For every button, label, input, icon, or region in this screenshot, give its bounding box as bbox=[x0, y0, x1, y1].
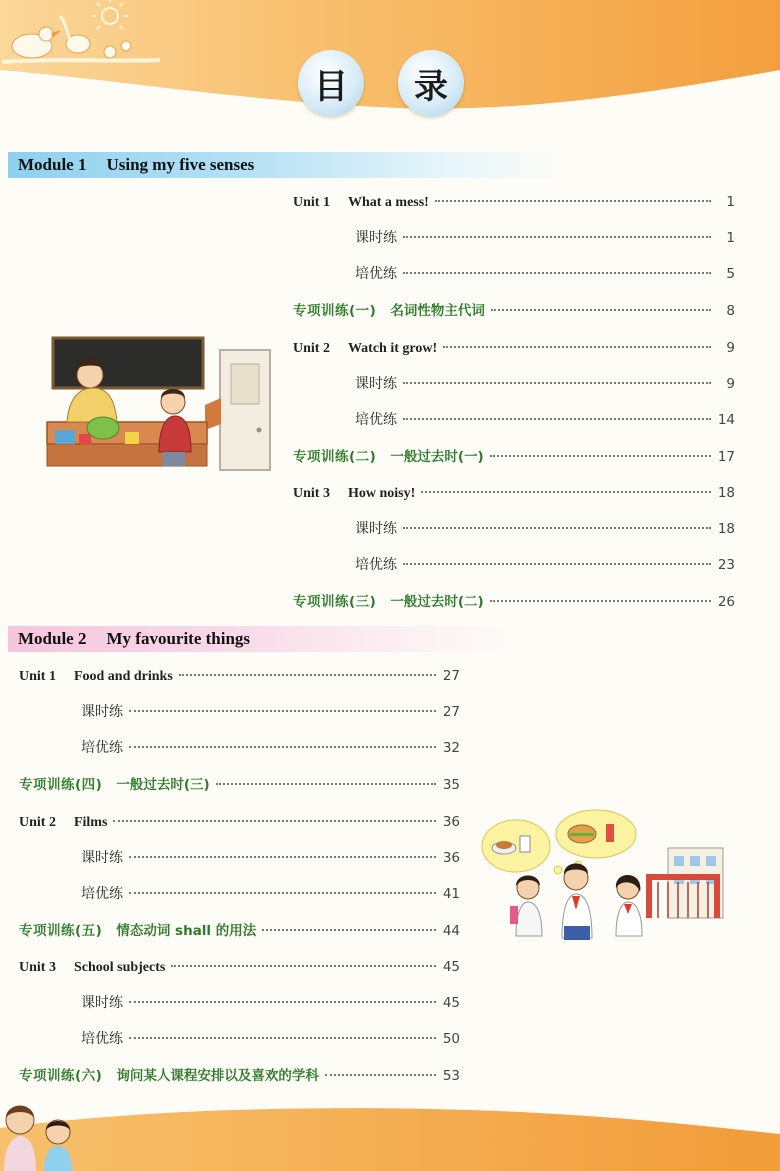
special-label: 专项训练(二) bbox=[293, 449, 377, 465]
module-title: My favourite things bbox=[106, 629, 251, 648]
page-number: 45 bbox=[442, 995, 460, 1011]
dot-leader bbox=[443, 334, 711, 348]
toc-entry-m1-special-3[interactable] bbox=[293, 591, 735, 613]
sub-label: 课时练 bbox=[81, 995, 123, 1011]
unit-number: Unit 2 bbox=[19, 815, 56, 830]
toc-entry-m2-unit1[interactable] bbox=[19, 665, 460, 687]
sub-label: 课时练 bbox=[355, 230, 397, 246]
page-number: 26 bbox=[717, 594, 735, 610]
toc-entry-m2-u1-lesson[interactable] bbox=[81, 701, 460, 723]
toc-entry-m1-unit2[interactable] bbox=[293, 337, 735, 359]
sub-label: 课时练 bbox=[355, 521, 397, 537]
dot-leader bbox=[490, 588, 711, 602]
dot-leader bbox=[491, 297, 711, 311]
page-number: 17 bbox=[717, 449, 735, 465]
classroom-illustration bbox=[45, 330, 275, 475]
special-label: 专项训练(三) bbox=[293, 594, 377, 610]
unit-number: Unit 3 bbox=[293, 486, 330, 501]
dot-leader bbox=[403, 551, 711, 565]
page-number: 14 bbox=[717, 412, 735, 428]
unit-title: Films bbox=[73, 815, 108, 830]
toc-entry-m2-u3-lesson[interactable] bbox=[81, 992, 460, 1014]
toc-entry-m2-special-6[interactable] bbox=[19, 1065, 460, 1087]
toc-entry-m1-u2-lesson[interactable] bbox=[355, 373, 735, 395]
toc-entry-m2-u2-advanced[interactable] bbox=[81, 883, 460, 905]
unit-number: Unit 2 bbox=[293, 341, 330, 356]
toc-entry-m2-special-5[interactable] bbox=[19, 920, 460, 942]
unit-number: Unit 1 bbox=[293, 195, 330, 210]
unit-title: How noisy! bbox=[347, 486, 416, 501]
footer-band bbox=[0, 1098, 780, 1171]
sub-label: 培优练 bbox=[355, 412, 397, 428]
module-title: Using my five senses bbox=[106, 155, 255, 174]
toc-entry-m1-special-1[interactable] bbox=[293, 300, 735, 322]
header-band bbox=[0, 0, 780, 150]
dot-leader bbox=[171, 953, 436, 967]
page-number: 18 bbox=[717, 485, 735, 501]
dot-leader bbox=[490, 443, 711, 457]
module-number: Module 2 bbox=[18, 629, 87, 648]
special-label: 专项训练(四) bbox=[19, 777, 103, 793]
toc-entry-m1-u1-advanced[interactable] bbox=[355, 263, 735, 285]
toc-entry-m2-unit3[interactable] bbox=[19, 956, 460, 978]
page-number: 45 bbox=[442, 959, 460, 975]
toc-entry-m1-u1-lesson[interactable] bbox=[355, 227, 735, 249]
page-number: 9 bbox=[726, 340, 735, 356]
dot-leader bbox=[403, 515, 711, 529]
unit-title: School subjects bbox=[73, 960, 166, 975]
dot-leader bbox=[129, 844, 436, 858]
special-topic: 名词性物主代词 bbox=[390, 303, 485, 319]
toc-entry-m1-u3-lesson[interactable] bbox=[355, 518, 735, 540]
toc-entry-m2-u1-advanced[interactable] bbox=[81, 737, 460, 759]
dot-leader bbox=[113, 808, 436, 822]
special-topic: 一般过去时(一) bbox=[390, 449, 484, 465]
module-2-header bbox=[8, 626, 528, 652]
page-number: 9 bbox=[726, 376, 735, 392]
dot-leader bbox=[129, 989, 436, 1003]
special-topic: 一般过去时(三) bbox=[116, 777, 210, 793]
toc-entry-m2-unit2[interactable] bbox=[19, 811, 460, 833]
toc-entry-m1-special-2[interactable] bbox=[293, 446, 735, 468]
page-number: 5 bbox=[726, 266, 735, 282]
dot-leader bbox=[403, 260, 711, 274]
toc-entry-m2-u3-advanced[interactable] bbox=[81, 1028, 460, 1050]
page-number: 23 bbox=[717, 557, 735, 573]
page-number: 1 bbox=[726, 194, 735, 210]
page-number: 53 bbox=[442, 1068, 460, 1084]
unit-number: Unit 1 bbox=[19, 669, 56, 684]
special-label: 专项训练(一) bbox=[293, 303, 377, 319]
page-number: 18 bbox=[717, 521, 735, 537]
special-topic: 一般过去时(二) bbox=[390, 594, 484, 610]
module-number: Module 1 bbox=[18, 155, 87, 174]
dot-leader bbox=[262, 917, 436, 931]
special-label: 专项训练(六) bbox=[19, 1068, 103, 1084]
dot-leader bbox=[435, 188, 711, 202]
page-number: 1 bbox=[726, 230, 735, 246]
toc-entry-m1-u3-advanced[interactable] bbox=[355, 554, 735, 576]
kids-school-illustration bbox=[478, 808, 728, 953]
toc-entry-m2-special-4[interactable] bbox=[19, 774, 460, 796]
page-number: 44 bbox=[442, 923, 460, 939]
dot-leader bbox=[403, 406, 711, 420]
dot-leader bbox=[129, 1025, 436, 1039]
page-number: 41 bbox=[442, 886, 460, 902]
page-number: 36 bbox=[442, 814, 460, 830]
dot-leader bbox=[403, 224, 711, 238]
dot-leader bbox=[129, 880, 436, 894]
title-char-1: 目 bbox=[298, 50, 364, 116]
toc-entry-m1-unit1[interactable] bbox=[293, 191, 735, 213]
special-label: 专项训练(五) bbox=[19, 923, 103, 939]
dot-leader bbox=[179, 662, 436, 676]
unit-number: Unit 3 bbox=[19, 960, 56, 975]
sub-label: 培优练 bbox=[81, 886, 123, 902]
dot-leader bbox=[129, 734, 436, 748]
dot-leader bbox=[403, 370, 711, 384]
dot-leader bbox=[325, 1062, 436, 1076]
page-number: 35 bbox=[442, 777, 460, 793]
dot-leader bbox=[216, 771, 436, 785]
sub-label: 课时练 bbox=[81, 704, 123, 720]
sub-label: 培优练 bbox=[81, 1031, 123, 1047]
sub-label: 课时练 bbox=[355, 376, 397, 392]
page-number: 36 bbox=[442, 850, 460, 866]
page-number: 8 bbox=[726, 303, 735, 319]
title-char-2: 录 bbox=[398, 50, 464, 116]
module-1-header bbox=[8, 152, 568, 178]
page-number: 27 bbox=[442, 668, 460, 684]
unit-title: Watch it grow! bbox=[347, 341, 438, 356]
toc-entry-m1-unit3[interactable] bbox=[293, 482, 735, 504]
unit-title: What a mess! bbox=[347, 195, 429, 210]
page-number: 27 bbox=[442, 704, 460, 720]
dot-leader bbox=[129, 698, 436, 712]
toc-entry-m1-u2-advanced[interactable] bbox=[355, 409, 735, 431]
special-topic: 情态动词 shall 的用法 bbox=[116, 923, 257, 939]
sub-label: 培优练 bbox=[355, 557, 397, 573]
sub-label: 课时练 bbox=[81, 850, 123, 866]
unit-title: Food and drinks bbox=[73, 669, 173, 684]
sub-label: 培优练 bbox=[355, 266, 397, 282]
special-topic: 询问某人课程安排以及喜欢的学科 bbox=[116, 1068, 319, 1084]
page-number: 50 bbox=[442, 1031, 460, 1047]
sub-label: 培优练 bbox=[81, 740, 123, 756]
page-number: 32 bbox=[442, 740, 460, 756]
toc-entry-m2-u2-lesson[interactable] bbox=[81, 847, 460, 869]
dot-leader bbox=[421, 479, 711, 493]
